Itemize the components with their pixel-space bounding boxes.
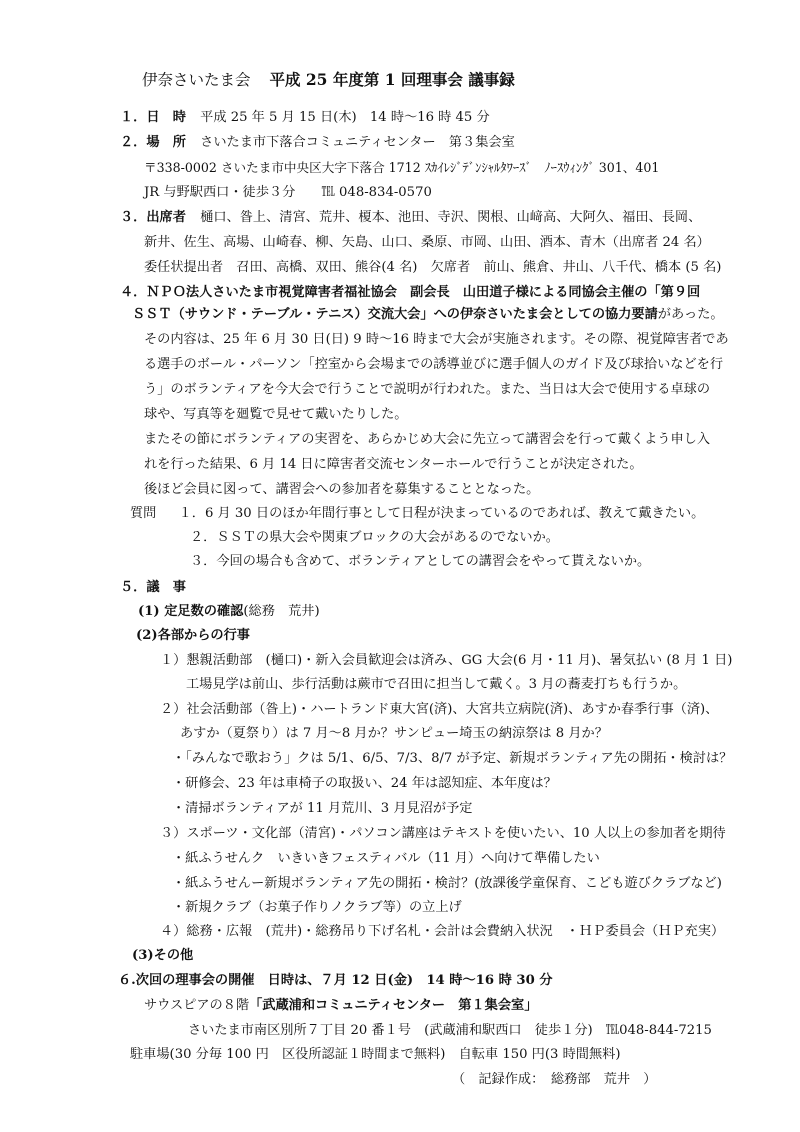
next-meeting-venue xyxy=(144,996,537,1016)
item-community-1: ２）社会活動部（昝上)・ハートランド東大宮(済)、大宮共立病院(済)、あすか春季行事（済)、 xyxy=(160,702,719,717)
request-paragraph-3: う」のボランティアを今大会で行うことで説明が行われた。また、当日は大会で使用する卓球の xyxy=(144,382,711,397)
place-address: 〒338-0002 さいたま市中央区大字下落合 1712 ｽｶｲﾚｼﾞﾃﾞﾝｼｬﾙﾀﾜｰｽﾞ ﾉｰｽｳｨﾝｸﾞ 301、401 xyxy=(144,160,660,175)
section-date-label: １．日 時 xyxy=(120,110,186,125)
item-community-2: あすか（夏祭り）は 7 月～8 月か？サンピュー埼玉の納涼祭は 8 月か？ xyxy=(180,726,608,741)
agenda-sub-1 xyxy=(138,602,320,622)
section-attendees-label: ３．出席者 xyxy=(120,210,186,225)
request-paragraph-4: 球や、写真等を廻覧で見せて戴いたりした。 xyxy=(144,407,408,422)
page-title xyxy=(142,70,515,90)
record-author: （ 記録作成： 総務部 荒井 ） xyxy=(452,1072,657,1087)
item-sports-1: ３）スポーツ・文化部（清宮)・パソコン講座はテキストを使いたい、10 人以上の参加者を期待 xyxy=(160,826,726,841)
next-meeting-venue-name: 「武蔵浦和コミュニティセンター 第１集会室」 xyxy=(249,998,538,1013)
item-community-4: ・研修会、23 年は車椅子の取扱い、24 年は認知症、本年度は？ xyxy=(172,776,557,791)
agenda-sub-3: (3)その他 xyxy=(132,948,194,963)
section-date-text: 平成 25 年 5 月 15 日(木) 14 時～16 時 45 分 xyxy=(200,110,490,125)
question-1 xyxy=(130,504,704,524)
attendees-line-3: 委任状提出者 召田、高橋、双田、熊谷(4 名) 欠席者 前山、熊倉、井山、八千代、橋本 (5 名) xyxy=(144,260,722,275)
section-agenda-label: ５．議 事 xyxy=(120,580,186,595)
meeting-title: 平成 25 年度第 1 回理事会 議事録 xyxy=(269,70,515,89)
agenda-sub-1-tail: (総務 荒井) xyxy=(243,604,320,619)
attendees-line-1: 樋口、昝上、清宮、荒井、榎本、池田、寺沢、関根、山﨑高、大阿久、福田、長岡、 xyxy=(200,210,702,225)
section-attendees xyxy=(120,208,701,228)
item-community-5: ・清掃ボランティアが 11 月荒川、3 月見沼が予定 xyxy=(172,801,473,816)
section-place-label: ２．場 所 xyxy=(120,135,186,150)
request-paragraph-7: 後ほど会員に図って、講習会への参加者を募集することとなった。 xyxy=(144,482,540,497)
agenda-sub-1-title: (1) 定足数の確認 xyxy=(138,604,244,619)
request-paragraph-6: れを行った結果、6 月 14 日に障害者交流センターホールで行うことが決定された。 xyxy=(144,457,643,472)
request-heading-bold: ＳＳＴ（サウンド・テーブル・テニス）交流大会」への伊奈さいたま会としての協力要請 xyxy=(132,307,658,322)
org-name: 伊奈さいたま会 xyxy=(142,71,251,89)
item-social-1: １）懇親活動部 (樋口)・新入会員歓迎会は済み、GG 大会(6 月・11 月)、暑気払い (8 月 1 日) xyxy=(160,653,733,668)
question-label: 質問 xyxy=(130,506,157,521)
request-paragraph-5: またその節にボランティアの実習を、あらかじめ大会に先立って講習会を行って戴くよう申し入 xyxy=(144,432,711,447)
item-general-1: ４）総務・広報 (荒井)・総務吊り下げ名札・会計は会費納入状況 ・ＨＰ委員会（ＨＰ充実） xyxy=(160,924,725,939)
agenda-sub-2: (2)各部からの行事 xyxy=(136,628,250,643)
item-community-3: ・「みんなで歌おう」クは 5/1、6/5、7/3、8/7 が予定、新規ボランティア先の開拓・検討は？ xyxy=(172,751,733,766)
next-meeting-venue-pre: サウスピアの８階 xyxy=(144,998,250,1013)
item-sports-3: ・紙ふうせんー新規ボランティア先の開拓・検討？(放課後学童保育、こども遊びクラブなど) xyxy=(172,876,722,891)
item-social-2: 工場見学は前山、歩行活動は蕨市で召田に担当して戴く。3 月の蕎麦打ちも行うか。 xyxy=(186,677,687,692)
request-heading-tail: があった。 xyxy=(657,307,724,322)
attendees-line-2: 新井、佐生、高場、山崎春、柳、矢島、山口、桑原、市岡、山田、酒本、青木（出席者 24 名） xyxy=(144,235,710,250)
question-2: ２．ＳＳＴの県大会や関東ブロックの大会があるのでないか。 xyxy=(190,530,559,545)
request-paragraph-1: その内容は、25 年 6 月 30 日(日) 9 時～16 時まで大会が実施されます。その際、視覚障害者であ xyxy=(144,332,729,347)
section-request-heading: ４．ＮＰＯ法人さいたま市視覚障害者福祉協会 副会長 山田道子様による同協会主催の「第９回 xyxy=(120,285,701,300)
question-3: ３．今回の場合も含めて、ボランティアとしての講習会をやって貰えないか。 xyxy=(190,554,651,569)
next-meeting-address: さいたま市南区別所７丁目 20 番１号 (武蔵浦和駅西口 徒歩１分) ℡048-844-7215 xyxy=(188,1023,712,1038)
section-date xyxy=(120,108,490,128)
section-place xyxy=(120,133,515,153)
section-place-text: さいたま市下落合コミュニティセンター 第３集会室 xyxy=(200,135,515,150)
question-1-text: １．6 月 30 日のほか年間行事として日程が決まっているのであれば、教えて戴きたい。 xyxy=(178,506,705,521)
request-paragraph-2: る選手のボール・パーソン「控室から会場までの誘導並びに選手個人のガイド及び球拾いなどを行 xyxy=(144,357,724,372)
place-access: JR 与野駅西口・徒歩３分 ℡ 048-834-0570 xyxy=(144,185,432,200)
next-meeting-parking: 駐車場(30 分毎 100 円 区役所認証１時間まで無料) 自転車 150 円(3 時間無料) xyxy=(130,1047,621,1062)
next-meeting-heading: ６.次回の理事会の開催 日時は、７月 12 日(金) 14 時～16 時 30 分 xyxy=(118,973,553,988)
item-sports-2: ・紙ふうせんク いきいきフェスティバル（11 月）へ向けて準備したい xyxy=(172,851,600,866)
item-sports-4: ・新規クラブ（お菓子作りノクラブ等）の立上げ xyxy=(172,900,462,915)
section-request-heading-2 xyxy=(132,305,724,325)
